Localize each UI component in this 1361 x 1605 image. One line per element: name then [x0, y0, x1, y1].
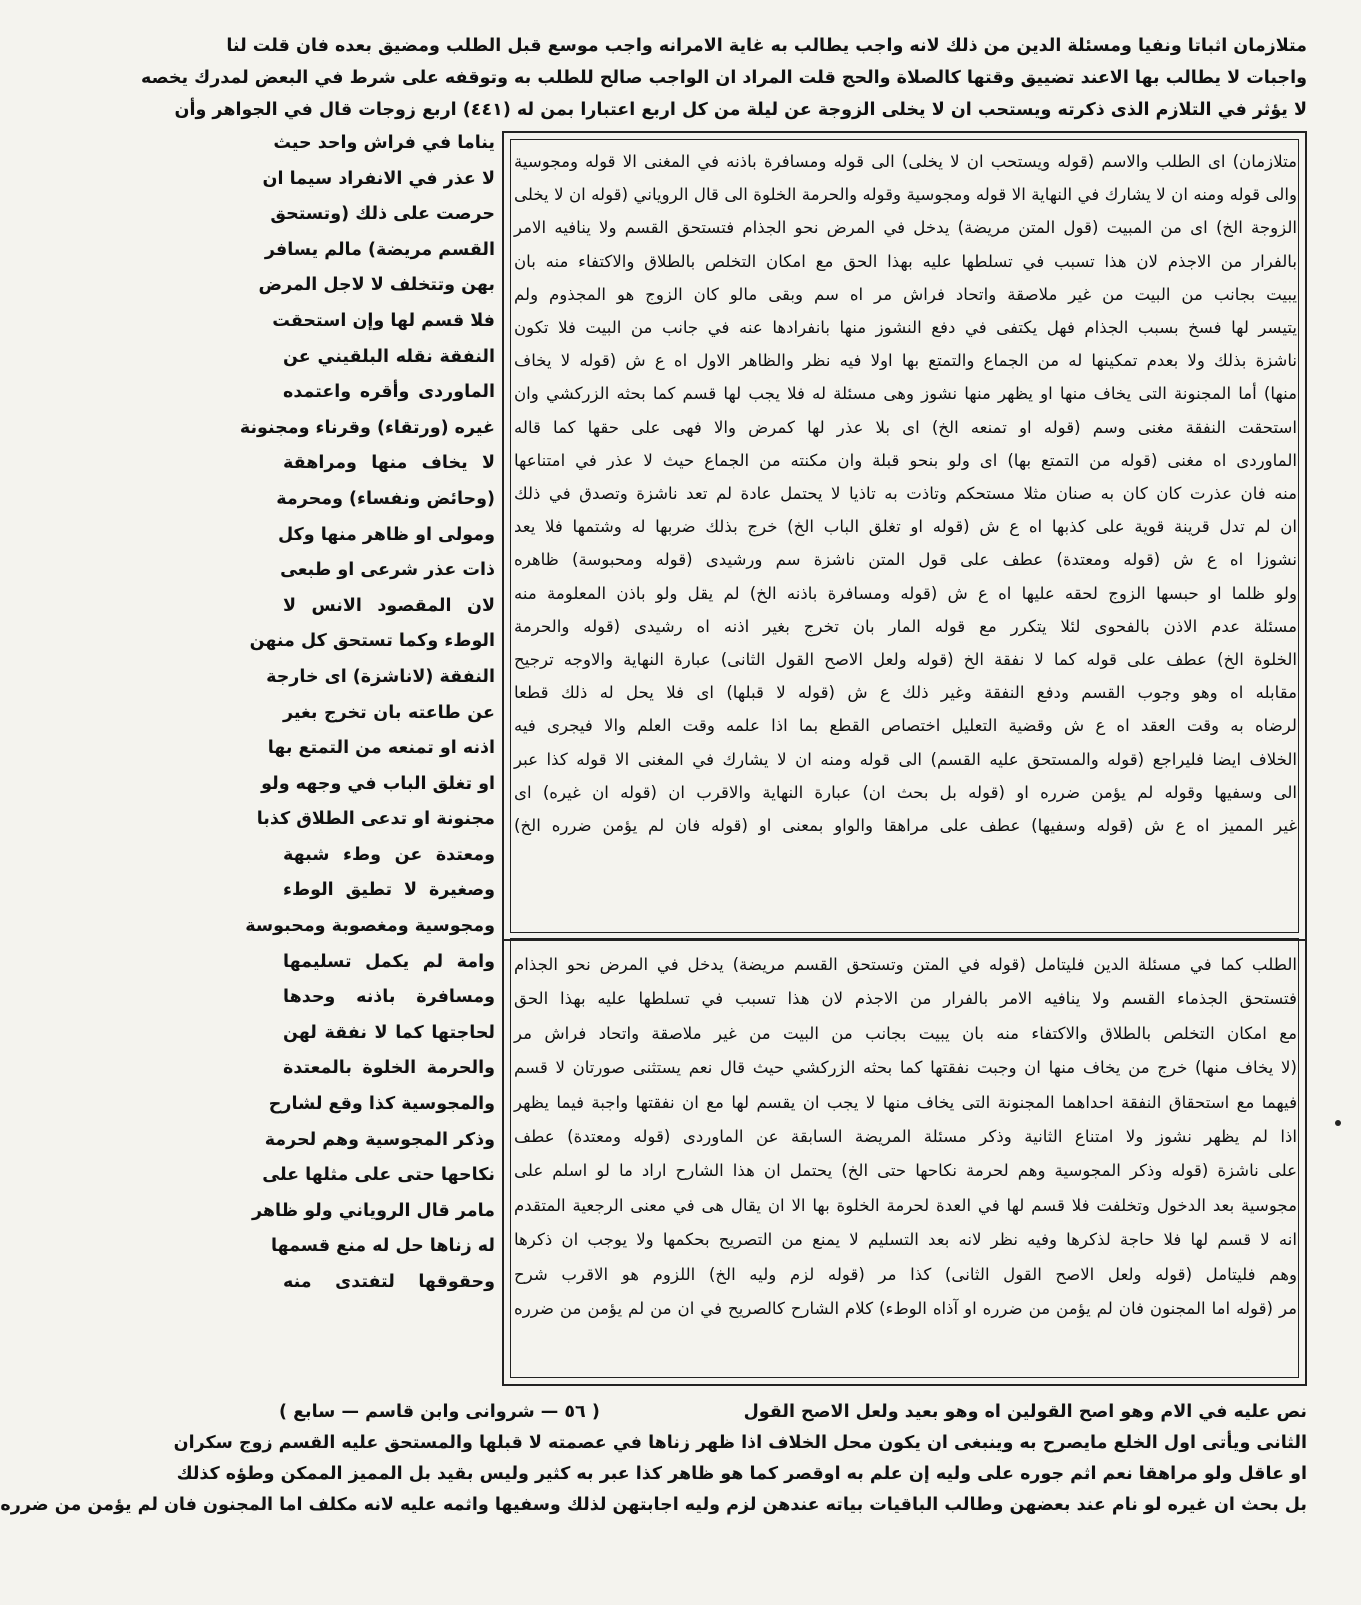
footer-fragment: نص عليه في الام وهو اصح القولين اه وهو بعيد ولعل الاصح القول [743, 1402, 1307, 1422]
matn-line: (وحائض ونفساء) ومحرمة [276, 488, 495, 509]
matn-line: ذات عذر شرعى او طبعى [280, 560, 495, 581]
commentary-lower-line: انه لا قسم لها فلا حاجة لذكرها وفيه نظر لانه بعد التسليم لا يمنع من التصريح بحكمها ولا يوجب ان ذكرها [514, 1230, 1297, 1250]
matn-line: غيره (ورتقاء) وقرناء ومجنونة [239, 417, 495, 438]
commentary-upper-line: والى قوله ومنه ان لا يشارك في النهاية الا قوله ومجوسية وقوله والحرمة الخلوة الى قال الروياني (قوله ان لا يخلى [514, 185, 1297, 205]
margin-dot-mark [1335, 1120, 1341, 1126]
matn-line: وذكر المجوسية وهم لحرمة [264, 1129, 495, 1150]
commentary-upper-line: الماوردى اه مغنى (قوله من التمتع بها) اى ولو بنحو قبلة وان مكنته من الجماع حيث لا عذر في امتناعها [514, 450, 1297, 470]
matn-line: ومعتدة عن وطء شبهة [283, 844, 495, 865]
commentary-lower-line: وهم فليتامل (قوله ولعل الاصح القول الثانى) كذا مر (قوله لزم وليه الخ) اللزوم هو الاقرب شرح [514, 1264, 1297, 1284]
commentary-box-lower [502, 938, 1307, 1386]
commentary-upper-line: متلازمان) اى الطلب والاسم (قوله ويستحب ان لا يخلى) الى قوله ومسافرة باذنه في المغنى الا قوله ومجوسية [514, 152, 1297, 171]
matn-line: النفقة (لاناشزة) اى خارجة [266, 666, 495, 687]
commentary-lower-line: فيهما مع استحقاق النفقة احداهما المجنونة التى يخاف منها لا يجب ان يقسم لها مع ان نفقتها واجبة فيما يظهر [514, 1092, 1297, 1112]
commentary-upper-line: الخلوة الخ) عطف على قوله كما لا نفقة الخ (قوله ولعل الاصح القول الثانى) عبارة النهاية والاوجه ترجيح [514, 650, 1297, 670]
matn-line: مامر قال الروياني ولو ظاهر [252, 1200, 495, 1221]
commentary-lower-line: على ناشزة (قوله وذكر المجوسية وهم لحرمة نكاحها حتى الخ) يحتمل ان هذا الشارح اراد ما لو اسلم على [514, 1161, 1297, 1181]
matn-line: وحقوقها لتفتدى منه [283, 1272, 495, 1292]
commentary-lower-line: مر (قوله اما المجنون فان لم يؤمن من ضرره او آذاه الوطء) كلام الشارح كالصريح في ان من لم يؤمن من ضرره [514, 1299, 1297, 1319]
bottom-text-line: الثانى ويأتى اول الخلع مايصرح به وينبغى ان يكون محل الخلاف اذا ظهر زناها في عصمته لا قبلها والمستحق عليه القسم زوج سكران [173, 1433, 1307, 1453]
commentary-upper-text [514, 145, 1297, 842]
matn-side-column [239, 126, 495, 1301]
page-signature: ( ٥٦ — شروانى وابن قاسم — سابع ) [279, 1402, 600, 1422]
matn-line: لان المقصود الانس لا [283, 595, 495, 616]
matn-line: وامة لم يكمل تسليمها [283, 951, 495, 972]
bottom-text-line: او عاقل ولو مراهقا نعم اثم جوره على وليه إن علم به اوقصر كما هو ظاهر كذا عبر به كثير وليس بقيد بل المميز الممكن وطؤه كذلك [176, 1464, 1307, 1484]
commentary-lower-text [514, 948, 1297, 1326]
matn-line: وصغيرة لا تطيق الوطء [283, 880, 495, 901]
matn-line: يناما في فراش واحد حيث [273, 133, 495, 153]
commentary-upper-line: ناشزة بذلك ولا بعدم تمكينها له من الجماع والتمتع بها اولا فيه نظر والظاهر الاول اه ع ش (قوله لا يخاف [514, 351, 1297, 371]
matn-line: او تغلق الباب في وجهه ولو [261, 773, 495, 794]
page-signature-row [279, 1397, 1307, 1428]
commentary-lower-line: (لا يخاف منها) خرج من يخاف منها ان وجبت نفقتها كما بحثه الزركشي حيث قال نعم يستثنى صورتان لا قسم [514, 1058, 1297, 1078]
commentary-upper-line: الى وسفيها وقوله لم يؤمن ضرره او (قوله بل بحث ان) عبارة النهاية والاقرب ان (قوله ان غيره) اى [514, 782, 1297, 802]
matn-line: ومسافرة باذنه وحدها [283, 987, 495, 1008]
matn-line: اذنه او تمنعه من التمتع بها [267, 738, 495, 759]
commentary-lower-line: الطلب كما في مسئلة الدين فليتامل (قوله في المتن وتستحق القسم مريضة) يدخل في المرض نحو الجذام [514, 955, 1297, 974]
commentary-box-upper [502, 131, 1307, 941]
bottom-text-lines [0, 1428, 1307, 1521]
top-text-line: واجبات لا يطالب بها الاعند تضييق وقتها كالصلاة والحج قلت المراد ان الواجب صالح للطلب به وتوقفه على شرط في البعض لمدرك يخصه [141, 68, 1307, 88]
matn-line: بهن وتتخلف لا لاجل المرض [258, 275, 495, 296]
commentary-upper-line: مسئلة عدم الاذن بالفحوى لئلا يتكرر مع قوله المار بان تخرج بغير اذنه اه رشيدى (قوله والحرمة [514, 616, 1297, 636]
matn-line: والحرمة الخلوة بالمعتدة [283, 1058, 495, 1079]
commentary-upper-line: ان لم تدل قرينة قوية على كذبها اه ع ش (قوله او تغلق الباب الخ) خرج بذلك ضربها له وشتمها فلا يعد [514, 517, 1297, 537]
commentary-lower-line: فتستحق الجذماء القسم ولا ينافيه الامر بالفرار من الاجذم لان هذا تسبب في تسلطها عليه بهذا الحق [514, 989, 1297, 1009]
commentary-upper-line: ولو ظلما او حبسها الزوج لحقه عليها اه ع ش (قوله ومسافرة باذنه الخ) لم يقل ولو باذن المعلومة منه [514, 583, 1297, 603]
commentary-upper-line: مقابله اه وهو وجوب القسم ودفع النفقة وغير ذلك ع ش (قوله لا قبلها) اى فلا يحل له ذلك قطعا [514, 683, 1297, 703]
commentary-upper-line: منه فان عذرت كان كان به صنان مثلا مستحكم وتاذت به تاذيا لا يحتمل عادة لم تعد ناشزة وتصدق في ذلك [514, 484, 1297, 504]
commentary-upper-line: يتيسر لها فسخ بسبب الجذام فهل يكتفى في دفع النشوز منها بانفرادها عنه في جانب من البيت فلا تكون [514, 318, 1297, 338]
matn-line: لا عذر في الانفراد سيما ان [262, 168, 495, 189]
commentary-upper-line: غير المميز اه ع ش (قوله وسفيها) عطف على مراهقا والواو بمعنى او (قوله فان لم يؤمن ضرره الخ) [514, 816, 1297, 836]
commentary-upper-line: نشوزا اه ع ش (قوله ومعتدة) عطف على قول المتن ناشزة سم ورشيدى (قوله ومحبوسة) ظاهره [514, 550, 1297, 570]
matn-line: حرصت على ذلك (وتستحق [270, 204, 495, 225]
matn-line: له زناها حل له منع قسمها [270, 1236, 495, 1257]
matn-line: النفقة نقله البلقيني عن [283, 346, 495, 367]
matn-line: عن طاعته بان تخرج بغير [283, 702, 495, 723]
matn-line: ومولى او ظاهر منها وكل [277, 524, 495, 545]
commentary-upper-line: منها) أما المجنونة التى يخاف منها او يظهر منها نشوز وهى مسئلة له فلا يجب لها قسم كما بحثه الزركشي وان [514, 384, 1297, 404]
matn-line: نكاحها حتى على مثلها على [262, 1165, 495, 1186]
matn-line: فلا قسم لها وإن استحقت [272, 310, 495, 331]
commentary-lower-line: مجوسية بعد الدخول وتخلفت فلا قسم لها في العدة لحرمة الخلوة بها الا ان يقال هى في معنى الرجعية المتقدم [514, 1195, 1297, 1215]
commentary-lower-line: اذا لم يظهر نشوز ولا امتناع الثانية وذكر مسئلة المريضة السابقة عن الماوردى (قوله ومعتدة) عطف [514, 1127, 1297, 1147]
commentary-lower-line: مع امكان التخلص بالطلاق والاكتفاء منه بان يبيت بجانب من البيت من غير ملاصقة واتحاد فراش مر [514, 1023, 1297, 1043]
commentary-upper-line: استحقت النفقة مغنى وسم (قوله او تمنعه الخ) اى بلا عذر لها كمرض والا فهى على حقها كما قاله [514, 417, 1297, 437]
matn-line: مجنونة او تدعى الطلاق كذبا [256, 809, 495, 830]
commentary-upper-line: الخلاف ايضا فليراجع (قوله والمستحق عليه القسم) الى قوله ومنه ان لا يشارك في المغنى الا قوله كذا عبر [514, 749, 1297, 769]
matn-line: لا يخاف منها ومراهقة [283, 453, 495, 474]
top-text-line: لا يؤثر في التلازم الذى ذكرته ويستحب ان لا يخلى الزوجة عن ليلة من كل اربع اعتبارا بمن له (٤٤١) اربع زوجات قال في الجواهر وأن [174, 100, 1307, 120]
top-text-line: متلازمان اثباتا ونفيا ومسئلة الدين من ذلك لانه واجب يطالب به غاية الامرانه واجب موسع قبل الطلب ومضيق بعده فان قلت لنا [226, 36, 1307, 56]
matn-line: الوطء وكما تستحق كل منهن [249, 631, 495, 652]
top-text-block [141, 30, 1307, 126]
matn-line: القسم مريضة) مالم يسافر [264, 239, 495, 260]
matn-line: ومجوسية ومغصوبة ومحبوسة [245, 916, 495, 937]
matn-line: لحاجتها كما لا نفقة لهن [283, 1022, 495, 1043]
matn-line: والمجوسية كذا وقع لشارح [268, 1094, 495, 1115]
matn-line: الماوردى وأقره واعتمده [283, 382, 495, 403]
commentary-upper-line: الزوجة الخ) اى من المبيت (قول المتن مريضة) يدخل في المرض نحو الجذام فتستحق القسم ولا ينافيه الامر [514, 218, 1297, 238]
commentary-upper-line: لرضاه به وقت العقد اه ع ش وقضية التعليل اختصاص القطع بما اذا علمه وقت العلم والا فيجرى فيه [514, 716, 1297, 736]
bottom-text-line: بل بحث ان غيره لو نام عند بعضهن وطالب الباقيات بياته عندهن لزم وليه اجابتهن لذلك وسفيها واثمه عليه لانه مكلف اما المجنون فان لم يؤمن من ضرره [0, 1495, 1307, 1515]
commentary-upper-line: يبيت بجانب من البيت من غير ملاصقة واتحاد فراش مر اه سم وبقى مالو كان الزوج هو المجذوم ولم [514, 284, 1297, 304]
bottom-text-block [0, 1397, 1307, 1521]
commentary-upper-line: بالفرار من الاجذم لان هذا تسبب في تسلطها عليه بهذا الحق مع امكان التخلص بالطلاق والاكتفاء منه بان [514, 251, 1297, 271]
